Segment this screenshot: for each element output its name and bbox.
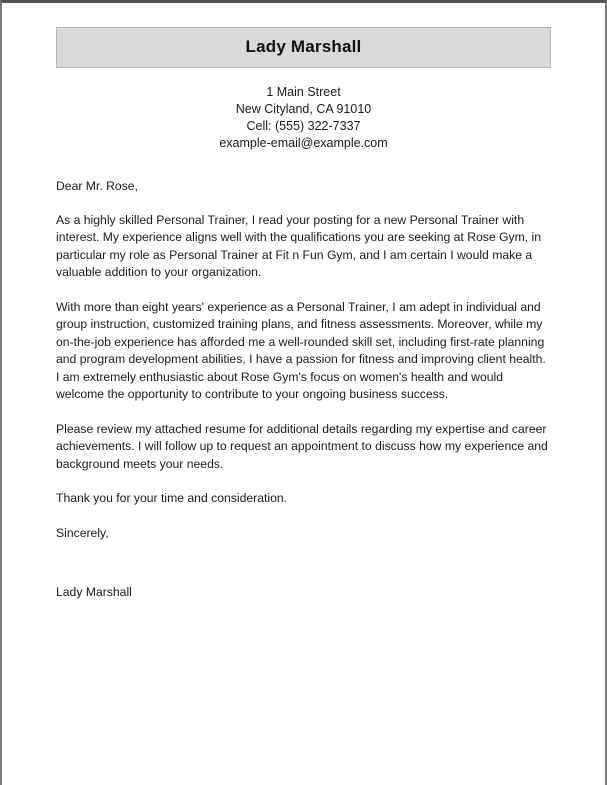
contact-block: [56, 84, 551, 152]
letter-signoff: Sincerely,: [56, 525, 109, 540]
page-title: Lady Marshall: [56, 27, 551, 68]
letter-body: [56, 178, 551, 602]
letter-paragraph-1: As a highly skilled Personal Trainer, I read your posting for a new Personal Trainer with interest. My experience aligns well with the qualifications you are seeking at Rose Gym, in particular my role as Personal Trainer at Fit n Fun Gym, and I am certain I would make a valuable addition to your organization.: [56, 212, 542, 279]
contact-email: example-email@example.com: [219, 136, 388, 150]
contact-phone: Cell: (555) 322-7337: [246, 119, 361, 133]
letter-paragraph-2: With more than eight years' experience as a Personal Trainer, I am adept in individual and group instruction, customized training plans, and fitness assessments. Moreover, while my on-the-job experience has afforded me a well-rounded skill set, including first-rate planning and program development abilities, I have a passion for fitness and improving client health. I am extremely enthusiastic about Rose Gym's focus on women's health and would welcome the opportunity to contribute to your ongoing business success.: [56, 299, 546, 401]
letter-signature-name: Lady Marshall: [56, 585, 132, 599]
contact-city-state-zip: New Cityland, CA 91010: [235, 102, 372, 116]
letter-salutation: Dear Mr. Rose,: [56, 179, 138, 193]
letter-paragraph-3: Please review my attached resume for additional details regarding my expertise and career achievements. I will follow up to request an appointment to discuss how my experience and background meets your needs.: [56, 421, 548, 471]
document-content: [2, 3, 605, 602]
contact-street: 1 Main Street: [266, 85, 341, 99]
letter-thanks: Thank you for your time and consideration.: [56, 491, 288, 505]
